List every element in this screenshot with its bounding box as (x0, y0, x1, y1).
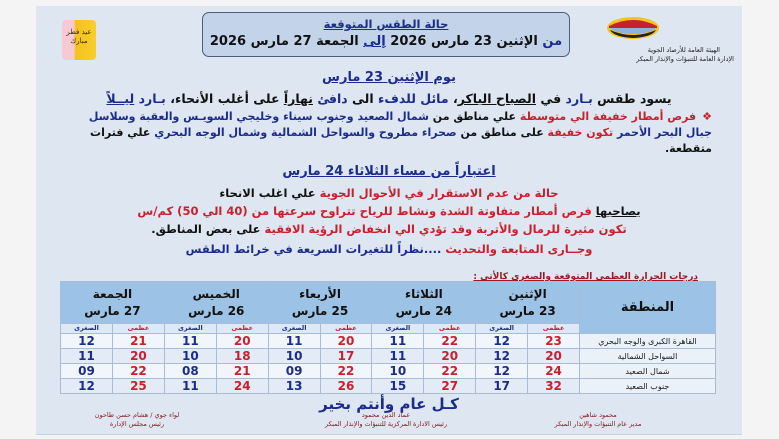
bullet-text: علي فترات متقطعة. (90, 126, 712, 155)
day1-heading: يوم الإثنين 23 مارس (322, 70, 456, 85)
day-header-friday (61, 282, 165, 324)
signature-title: رئيس الادارة المركزية للتنبؤات والإنذار المبكر (324, 420, 448, 428)
region-cell: القاهرة الكبرى والوجه البحري (580, 334, 716, 349)
min-temp-cell: 13 (268, 379, 320, 394)
bulletin-period (203, 32, 569, 52)
max-temp-cell: 24 (528, 364, 580, 379)
max-temp-cell: 27 (424, 379, 476, 394)
day2-line-3 (36, 222, 742, 236)
max-temp-cell: 24 (216, 379, 268, 394)
closing-greeting: كـل عام وأنتم بخير (319, 395, 459, 413)
min-temp-cell: 09 (61, 364, 113, 379)
max-temp-cell: 26 (320, 379, 372, 394)
table-row (61, 379, 716, 394)
min-temp-cell: 11 (372, 334, 424, 349)
max-temp-cell: 20 (216, 334, 268, 349)
min-temp-cell: 15 (372, 379, 424, 394)
signature-name: لواء جوي / هشام حسن طاحون (94, 411, 180, 419)
bullet-text: تكون خفيفة (547, 126, 614, 139)
day2-text: حالة من عدم الاستقرار في الأحوال الجوية (319, 186, 559, 200)
min-temp-cell: 12 (476, 334, 528, 349)
min-temp-cell: 11 (164, 379, 216, 394)
table-row (61, 349, 716, 364)
org-line-2: الإدارة العامة للتنبؤات والإنذار المبكر (636, 55, 734, 63)
max-temp-cell: 25 (112, 379, 164, 394)
max-temp-cell: 23 (528, 334, 580, 349)
day2-text: علي اغلب الانحاء (219, 186, 320, 200)
max-temp-cell: 22 (112, 364, 164, 379)
bullet-text: علي مناطق من (428, 110, 520, 123)
max-temp-cell: 17 (320, 349, 372, 364)
summary-text: في (535, 91, 566, 106)
min-temp-cell: 12 (476, 349, 528, 364)
org-line-1: الهيئة العامة للأرصاد الجوية (647, 46, 720, 54)
title-box (202, 12, 570, 57)
day-date: 25 مارس (291, 303, 349, 318)
max-temp-cell: 21 (216, 364, 268, 379)
max-temp-cell: 22 (424, 364, 476, 379)
day-date: 27 مارس (84, 303, 141, 318)
day2-line-1 (36, 186, 742, 200)
min-temp-cell: 11 (164, 334, 216, 349)
day1-rain-bullet (70, 109, 712, 157)
min-label: الصغرى (61, 324, 113, 334)
day-date: 24 مارس (395, 303, 452, 318)
summary-text: دافئ (317, 91, 348, 106)
max-label: عظمى (112, 324, 164, 334)
summary-text: مائل للدفء (378, 91, 449, 106)
day2-heading: اعتباراً من مساء الثلاثاء 24 مارس (282, 164, 496, 179)
day-date: 26 مارس (188, 303, 245, 318)
day2-line-2 (36, 204, 742, 218)
weather-bulletin (36, 6, 742, 435)
day2-text: يصاحبها (595, 204, 641, 218)
eid-greeting-logo-icon (62, 20, 96, 60)
bullet-text: صحراء مطروح والسواحل الشمالية وشمال الوجه البحري (154, 126, 457, 139)
organization-name (614, 46, 734, 64)
bullet-text: على مناطق من (456, 126, 548, 139)
day2-text: فرص أمطار متفاوتة الشدة ونشاط للرياح تتراوح سرعتها من (40 الي 50) كم/س (137, 204, 596, 218)
day-name: الثلاثاء (404, 286, 443, 301)
greeting-logo-text: عيد فطر مبارك (66, 28, 92, 45)
summary-text: الصباح الباكر (457, 91, 536, 106)
signature-name: محمود شاهين (579, 411, 617, 419)
min-temp-cell: 11 (372, 349, 424, 364)
day-date: 23 مارس (499, 303, 556, 318)
signature-central-admin (286, 411, 486, 429)
day2-line-4 (36, 242, 742, 256)
bullet-text: فرص أمطار خفيفة الي متوسطة (519, 110, 697, 123)
summary-text: بـارد (138, 91, 166, 106)
summary-text: نهاراً (283, 91, 313, 106)
period-to: إلى (363, 34, 386, 49)
day-name: الجمعة (92, 286, 133, 301)
max-temp-cell: 20 (528, 349, 580, 364)
max-temp-cell: 20 (424, 349, 476, 364)
min-label: الصغرى (372, 324, 424, 334)
table-row (61, 364, 716, 379)
min-temp-cell: 12 (61, 334, 113, 349)
day-header-wednesday (268, 282, 372, 324)
min-temp-cell: 12 (476, 364, 528, 379)
min-temp-cell: 17 (476, 379, 528, 394)
max-label: عظمى (424, 324, 476, 334)
day2-text: تكون مثيرة للرمال والأتربة وقد تؤدي الي انخفاض الرؤية الافقية (264, 222, 627, 236)
summary-text: بـارد (565, 91, 593, 106)
max-temp-cell: 22 (424, 334, 476, 349)
region-cell: السواحل الشمالية (580, 349, 716, 364)
summary-text: ، (448, 91, 458, 106)
day-header-thursday (164, 282, 268, 324)
summary-text: يسود طقس (592, 91, 672, 106)
signature-name: عماد الدين محمود (361, 411, 411, 419)
max-label: عظمى (320, 324, 372, 334)
signature-chairman (62, 411, 212, 429)
day2-text: ....نظراً للتغيرات السريعة في خرائط الطقس (185, 242, 446, 256)
min-temp-cell: 09 (268, 364, 320, 379)
region-header: المنطقة (580, 282, 716, 334)
period-start: الإثنين 23 مارس 2026 (390, 34, 538, 49)
day-header-tuesday (372, 282, 476, 324)
signature-title: رئيس مجلس الإدارة (109, 420, 165, 428)
max-temp-cell: 21 (112, 334, 164, 349)
min-temp-cell: 10 (164, 349, 216, 364)
min-label: الصغرى (268, 324, 320, 334)
min-label: الصغرى (476, 324, 528, 334)
max-label: عظمى (216, 324, 268, 334)
max-label: عظمى (528, 324, 580, 334)
day-name: الخميس (192, 286, 240, 301)
min-temp-cell: 08 (164, 364, 216, 379)
day-name: الأربعاء (299, 286, 341, 301)
max-temp-cell: 18 (216, 349, 268, 364)
day-name: الإثنين (508, 286, 547, 301)
diamond-bullet-icon: ❖ (702, 110, 712, 123)
region-cell: جنوب الصعيد (580, 379, 716, 394)
day2-text: على بعض المناطق. (151, 222, 265, 236)
min-temp-cell: 11 (268, 334, 320, 349)
signature-title: مدير عام التنبؤات والإنذار المبكر (554, 420, 642, 428)
period-end: الجمعة 27 مارس 2026 (209, 34, 359, 49)
day2-text: وجــارى المتابعة والتحديث (445, 242, 593, 256)
min-temp-cell: 11 (61, 349, 113, 364)
min-temp-cell: 12 (61, 379, 113, 394)
period-prefix: من (542, 34, 563, 49)
day1-summary (36, 91, 742, 106)
temperature-table (60, 281, 716, 394)
region-cell: شمال الصعيد (580, 364, 716, 379)
meteorological-authority-logo-icon (604, 16, 662, 40)
max-temp-cell: 22 (320, 364, 372, 379)
table-row (61, 334, 716, 349)
day-header-monday (476, 282, 580, 324)
summary-text: ليــلاً (106, 91, 135, 106)
max-temp-cell: 20 (320, 334, 372, 349)
min-label: الصغرى (164, 324, 216, 334)
max-temp-cell: 32 (528, 379, 580, 394)
signature-director-general (498, 411, 698, 429)
summary-text: الى (347, 91, 379, 106)
bulletin-title: حالة الطقس المتوقعة (323, 17, 449, 31)
max-temp-cell: 20 (112, 349, 164, 364)
bullet-text: شمال الصعيد وجنوب سيناء وخليجي السويـس والعقبة وسلاسل جبال البحر الأحمر (88, 110, 712, 139)
temperature-table-caption: درجات الحرارة العظمى المتوقعة والصغرى كالأتي : (473, 272, 698, 282)
min-temp-cell: 10 (268, 349, 320, 364)
summary-text: على أغلب الأنحاء، (165, 91, 284, 106)
min-temp-cell: 10 (372, 364, 424, 379)
